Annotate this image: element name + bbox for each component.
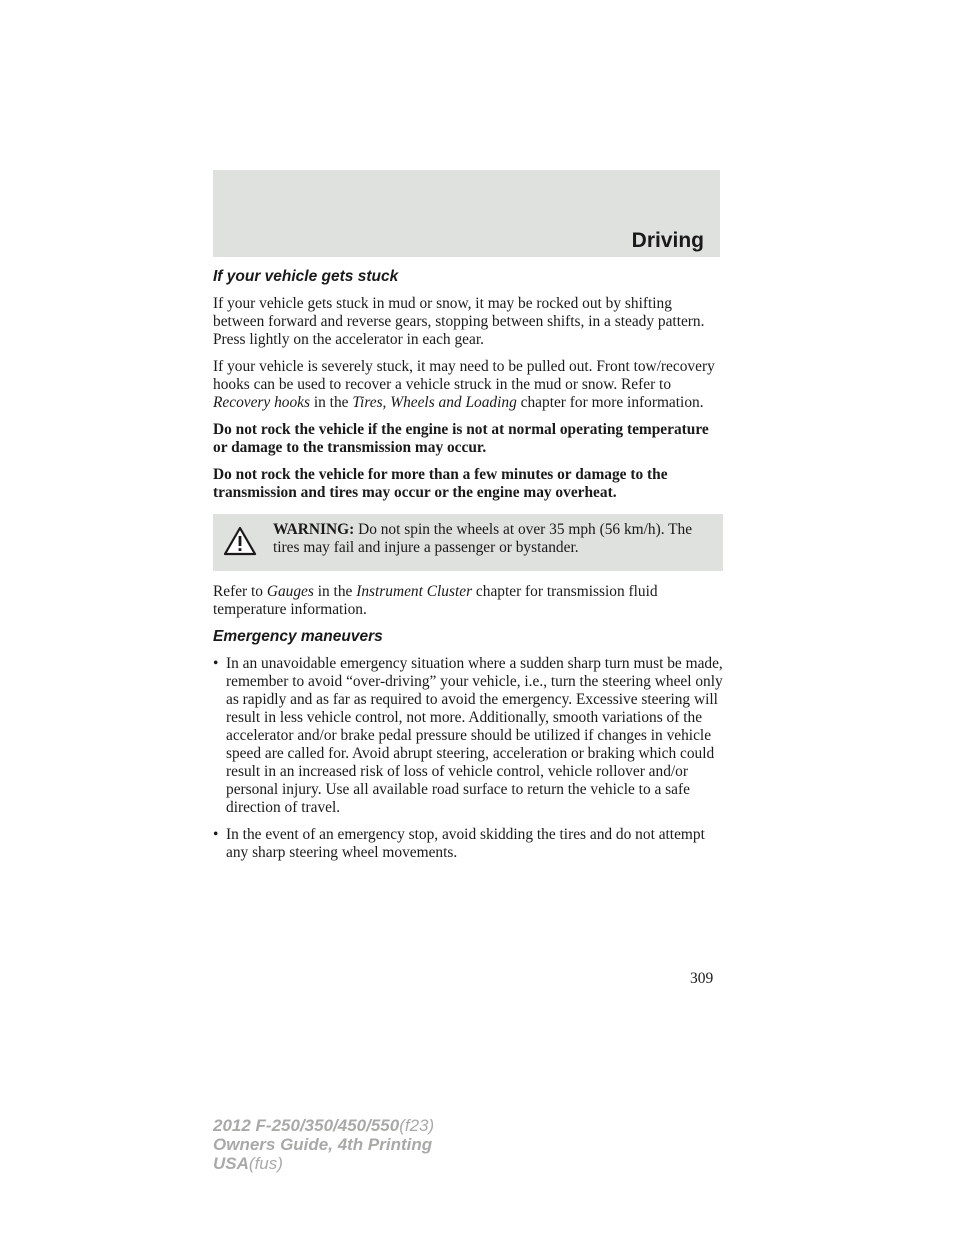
cross-reference: Tires, Wheels and Loading	[352, 394, 517, 411]
bullet-marker: •	[213, 655, 219, 672]
warning-box	[213, 514, 723, 571]
section-heading-emergency: Emergency maneuvers	[213, 628, 383, 645]
list-item	[213, 826, 723, 862]
caution-rocking-duration: Do not rock the vehicle for more than a few minutes or damage to the transmission and tires may occur or the engine may overheat.	[213, 466, 668, 501]
footer-line-region	[213, 1154, 434, 1173]
footer-region: USA	[213, 1154, 249, 1173]
page-content	[213, 268, 723, 871]
paragraph-pulled-out	[213, 358, 723, 412]
footer-line-printing: Owners Guide, 4th Printing	[213, 1135, 433, 1154]
paragraph-refer-gauges	[213, 583, 723, 619]
warning-body: Do not spin the wheels at over 35 mph (56 km/h). The tires may fail and injure a passenger or bystander.	[273, 521, 693, 556]
chapter-title: Driving	[631, 229, 704, 252]
list-item	[213, 655, 723, 817]
list-item-text: In the event of an emergency stop, avoid skidding the tires and do not attempt any sharp steering wheel movements.	[226, 826, 705, 861]
text-fragment: chapter for transmission fluid temperature information.	[213, 583, 658, 618]
text-fragment: in the	[313, 583, 357, 600]
cross-reference: Gauges	[266, 583, 314, 600]
text-fragment: chapter for more information.	[516, 394, 704, 411]
footer-model-code: (f23)	[399, 1116, 435, 1135]
print-footer	[213, 1116, 434, 1173]
footer-model: 2012 F-250/350/450/550	[213, 1116, 400, 1135]
cross-reference: Recovery hooks	[213, 394, 310, 411]
chapter-header-band	[213, 170, 720, 257]
bullet-marker: •	[213, 826, 219, 843]
warning-text	[265, 521, 713, 557]
text-fragment: If your vehicle is severely stuck, it may need to be pulled out. Front tow/recovery hooks can be used to recover a vehicle struck in the mud or snow. Refer to	[213, 358, 715, 393]
text-fragment: in the	[310, 394, 353, 411]
warning-triangle-icon	[223, 521, 265, 561]
caution-engine-temperature: Do not rock the vehicle if the engine is not at normal operating temperature or damage to the transmission may occur.	[213, 421, 709, 456]
section-heading-stuck: If your vehicle gets stuck	[213, 268, 399, 285]
warning-label: WARNING:	[273, 521, 355, 538]
list-item-text: In an unavoidable emergency situation where a sudden sharp turn must be made, remember to avoid “over-driving” your vehicle, i.e., turn the steering wheel only as rapidly and as far as required to avoid the emergency. Excessive steering will result in less vehicle control, not more. Additionally, smooth variations of the accelerator and/or brake pedal pressure should be utilized if changes in vehicle speed are called for. Avoid abrupt steering, acceleration or braking which could result in an increased risk of loss of vehicle control, vehicle rollover and/or personal injury. Use all available road surface to return the vehicle to a safe direction of travel.	[226, 655, 723, 816]
footer-line-model	[213, 1116, 434, 1135]
paragraph-rocking: If your vehicle gets stuck in mud or snow, it may be rocked out by shifting between forward and reverse gears, stopping between shifts, in a steady pattern. Press lightly on the accelerator in each gear.	[213, 295, 705, 348]
cross-reference: Instrument Cluster	[356, 583, 473, 600]
text-fragment: Refer to	[213, 583, 267, 600]
footer-region-code: (fus)	[248, 1154, 283, 1173]
page-number: 309	[690, 970, 714, 987]
emergency-bullet-list	[213, 655, 723, 862]
